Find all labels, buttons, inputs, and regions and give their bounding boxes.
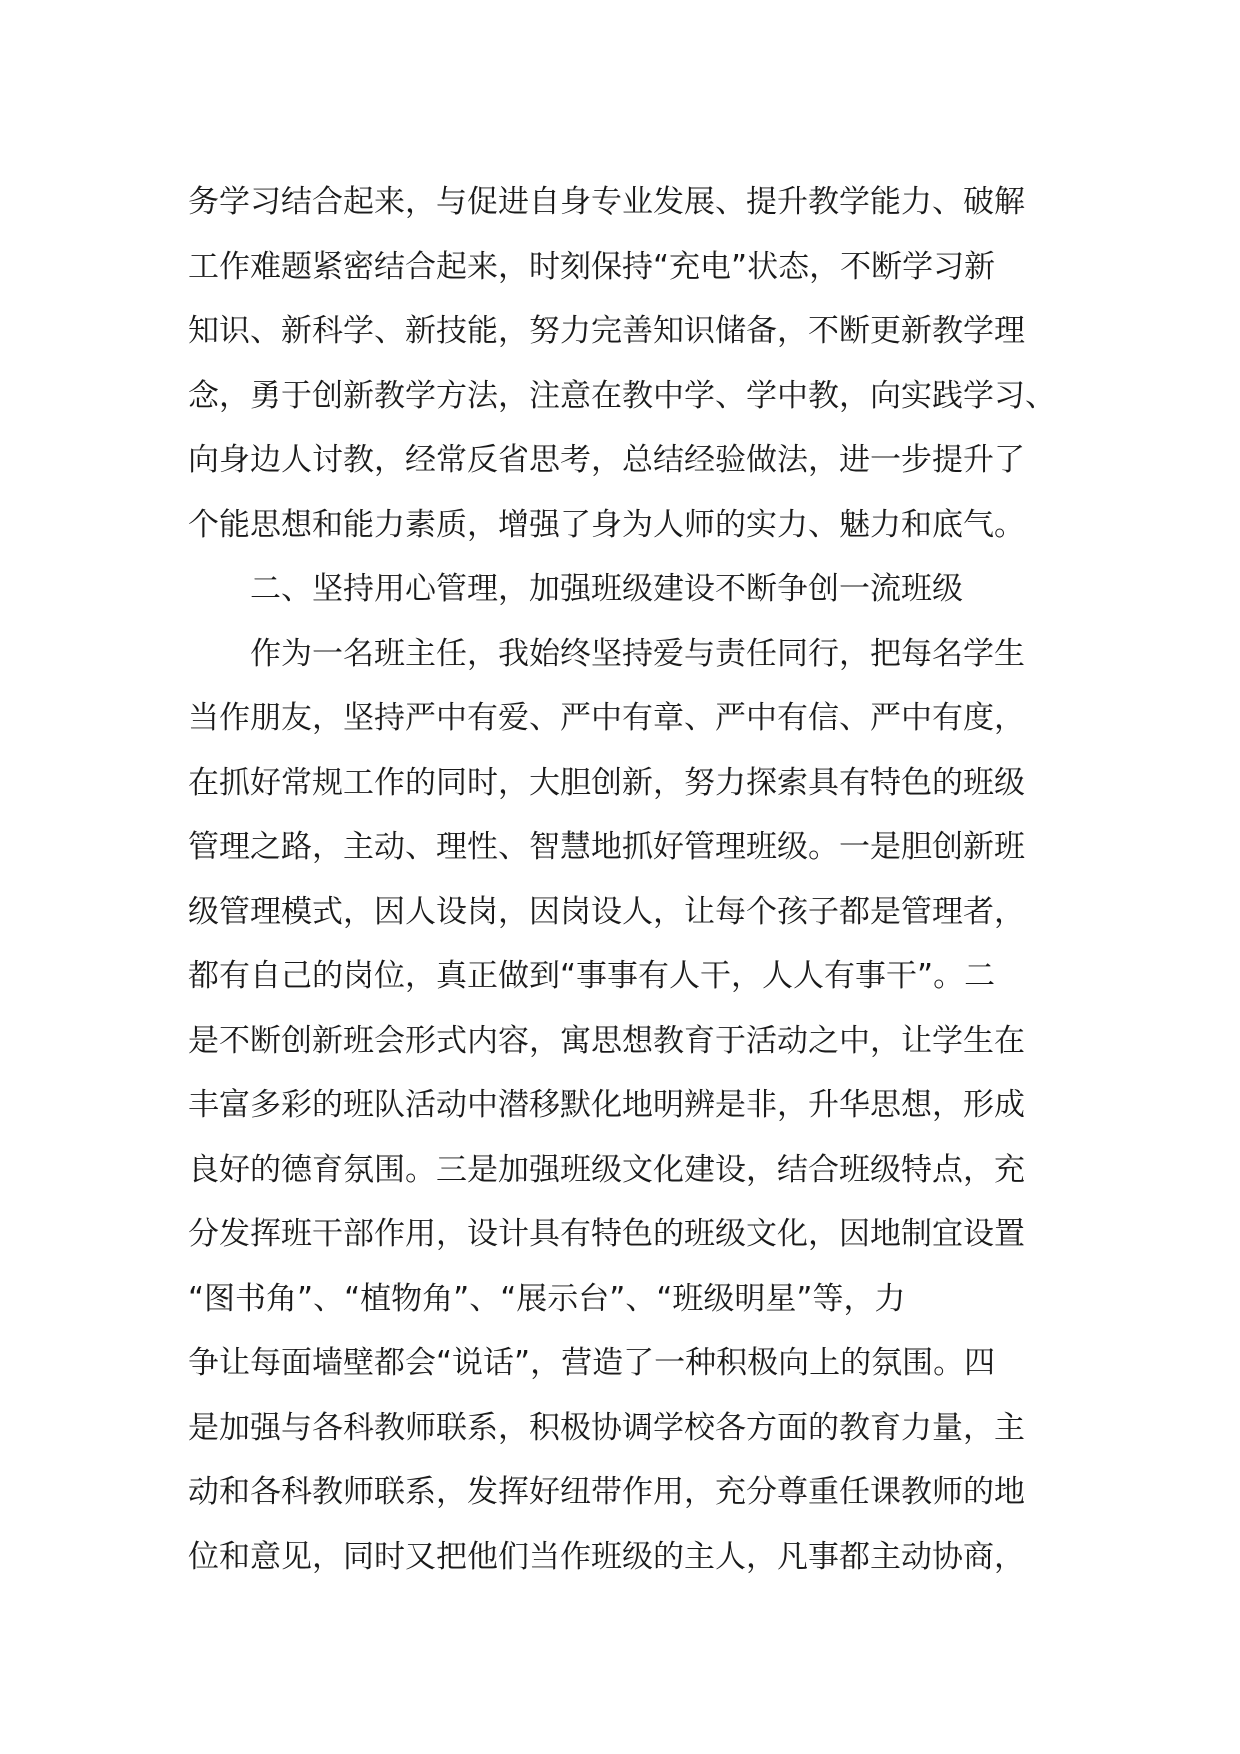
text-line: 务学习结合起来，与促进自身专业发展、提升教学能力、破解 <box>188 184 1025 220</box>
text-line: 丰富多彩的班队活动中潜移默化地明辨是非，升华思想，形成 <box>188 1087 1025 1123</box>
text-line: 个能思想和能力素质，增强了身为人师的实力、魅力和底气。 <box>188 506 1025 543</box>
text-line: 良好的德育氛围。三是加强班级文化建设，结合班级特点，充 <box>188 1151 1025 1188</box>
text-line: 工作难题紧密结合起来，时刻保持“充电”状态，不断学习新 <box>188 248 996 285</box>
document-body <box>188 170 1068 1589</box>
text-line: 级管理模式，因人设岗，因岗设人，让每个孩子都是管理者， <box>188 893 1025 930</box>
text-line: 位和意见，同时又把他们当作班级的主人，凡事都主动协商， <box>188 1538 1025 1575</box>
text-line: 向身边人讨教，经常反省思考，总结经验做法，进一步提升了 <box>188 442 1025 478</box>
text-line: “图书角”、“植物角”、“展示台”、“班级明星”等，力 <box>188 1280 906 1317</box>
text-line: 动和各科教师联系，发挥好纽带作用，充分尊重任课教师的地 <box>188 1474 1025 1510</box>
text-line: 是加强与各科教师联系，积极协调学校各方面的教育力量，主 <box>188 1409 1025 1446</box>
text-line: 分发挥班干部作用，设计具有特色的班级文化，因地制宜设置 <box>188 1216 1025 1252</box>
text-line: 知识、新科学、新技能，努力完善知识储备，不断更新教学理 <box>188 313 1025 349</box>
paragraph-start-line: 作为一名班主任，我始终坚持爱与责任同行，把每名学生 <box>250 635 1025 672</box>
text-line: 在抓好常规工作的同时，大胆创新，努力探索具有特色的班级 <box>188 764 1025 801</box>
text-line: 念，勇于创新教学方法，注意在教中学、学中教，向实践学习、 <box>188 377 1056 414</box>
text-line: 都有自己的岗位，真正做到“事事有人干，人人有事干”。二 <box>188 958 996 994</box>
text-line: 当作朋友，坚持严中有爱、严中有章、严中有信、严中有度， <box>188 700 1025 736</box>
section-heading: 二、坚持用心管理，加强班级建设不断争创一流班级 <box>250 571 963 607</box>
text-line: 是不断创新班会形式内容，寓思想教育于活动之中，让学生在 <box>188 1022 1025 1059</box>
text-line: 争让每面墙壁都会“说话”，营造了一种积极向上的氛围。四 <box>188 1345 996 1381</box>
text-line: 管理之路，主动、理性、智慧地抓好管理班级。一是胆创新班 <box>188 829 1025 865</box>
